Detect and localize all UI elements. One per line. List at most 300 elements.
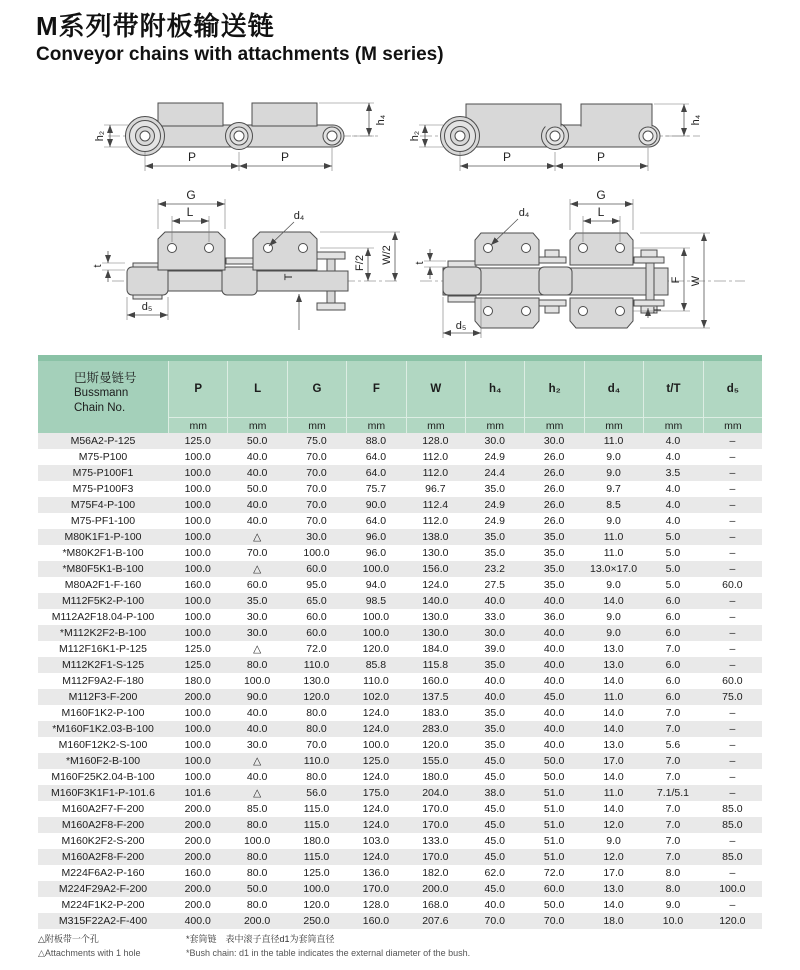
chain-no-cell: M112K2F1-S-125 — [61, 659, 145, 671]
value-cell: 30.0 — [306, 531, 327, 543]
dim-label-t: t — [414, 261, 426, 265]
dim-label-F2: F/2 — [354, 255, 366, 271]
chain-no-cell: M315F22A2-F-400 — [58, 915, 148, 927]
value-cell: 124.0 — [362, 707, 390, 719]
chain-no-cell: M75-PF1-100 — [70, 515, 136, 527]
table-row — [38, 865, 762, 881]
value-cell: 30.0 — [246, 739, 268, 751]
value-cell: 136.0 — [362, 867, 390, 879]
value-cell: 200.0 — [184, 851, 211, 863]
value-cell: – — [729, 835, 736, 847]
value-cell: 182.0 — [422, 867, 449, 879]
value-cell: 9.0 — [665, 899, 681, 911]
value-cell: 283.0 — [422, 723, 449, 735]
table-row — [38, 433, 762, 449]
value-cell: 98.5 — [365, 595, 387, 607]
value-cell: △ — [253, 643, 262, 655]
value-cell: – — [729, 467, 736, 479]
diagram-plan-view-both-sides — [414, 188, 745, 338]
value-cell: 40.0 — [543, 739, 565, 751]
value-cell: 40.0 — [543, 675, 565, 687]
value-cell: 40.0 — [246, 771, 268, 783]
column-header — [643, 361, 702, 433]
chain-no-cell: M224F29A2-F-200 — [58, 883, 148, 895]
value-cell: 200.0 — [184, 819, 211, 831]
column-header — [465, 361, 524, 433]
diagram-side-view-bent-attachments — [409, 104, 702, 171]
value-cell: 33.0 — [484, 611, 505, 623]
value-cell: 5.6 — [665, 739, 681, 751]
value-cell: 65.0 — [306, 595, 327, 607]
value-cell: 100.0 — [303, 883, 330, 895]
table-row — [38, 753, 762, 769]
value-cell: 95.0 — [306, 579, 327, 591]
value-cell: 14.0 — [603, 675, 624, 687]
value-cell: 45.0 — [484, 755, 505, 767]
value-cell: 7.0 — [665, 707, 681, 719]
table-row — [38, 497, 762, 513]
value-cell: 175.0 — [362, 787, 390, 799]
value-cell: – — [729, 611, 736, 623]
chain-no-cell: M75-P100F1 — [72, 467, 134, 479]
value-cell: 45.0 — [484, 803, 505, 815]
value-cell: 24.9 — [484, 499, 505, 511]
dim-label-h4: h₄ — [690, 114, 702, 126]
value-cell: 60.0 — [306, 563, 327, 575]
value-cell: 88.0 — [365, 435, 387, 447]
value-cell: 80.0 — [306, 771, 327, 783]
value-cell: 14.0 — [603, 707, 624, 719]
value-cell: – — [729, 755, 736, 767]
value-cell: 35.0 — [484, 659, 505, 671]
column-unit: mm — [704, 417, 762, 433]
value-cell: 70.0 — [484, 915, 505, 927]
value-cell: – — [729, 547, 736, 559]
value-cell: 40.0 — [484, 675, 505, 687]
value-cell: 35.0 — [543, 531, 565, 543]
dim-label-T: T — [283, 273, 295, 281]
chain-no-cell: M80K1F1-P-100 — [64, 531, 142, 543]
table-row — [38, 481, 762, 497]
value-cell: 160.0 — [362, 915, 390, 927]
column-unit: mm — [169, 417, 227, 433]
value-cell: 6.0 — [665, 659, 681, 671]
value-cell: – — [729, 899, 736, 911]
value-cell: 170.0 — [422, 803, 449, 815]
value-cell: 184.0 — [422, 643, 449, 655]
table-row — [38, 449, 762, 465]
value-cell: △ — [253, 787, 262, 799]
value-cell: 7.1/5.1 — [656, 787, 690, 799]
dim-label-d5: d₅ — [455, 320, 467, 332]
value-cell: 125.0 — [184, 435, 211, 447]
value-cell: 125.0 — [184, 643, 211, 655]
table-row — [38, 833, 762, 849]
value-cell: 45.0 — [484, 883, 505, 895]
page-title-english: Conveyor chains with attachments (M series) — [36, 44, 444, 65]
value-cell: 70.0 — [306, 451, 327, 463]
value-cell: – — [729, 723, 736, 735]
value-cell: 250.0 — [303, 915, 330, 927]
value-cell: 51.0 — [543, 835, 565, 847]
column-header-label: h₄ — [488, 383, 502, 395]
value-cell: 112.0 — [422, 515, 449, 527]
table-row — [38, 769, 762, 785]
chain-no-cell: M112F5K2-P-100 — [61, 595, 145, 607]
value-cell: 35.0 — [484, 739, 505, 751]
value-cell: 40.0 — [484, 691, 505, 703]
chain-no-header-english-1: Bussmann — [74, 387, 129, 400]
value-cell: 26.0 — [543, 483, 565, 495]
column-header — [406, 361, 465, 433]
chain-no-cell: M160F1K2-P-100 — [61, 707, 145, 719]
footnote-bush-chain — [186, 933, 470, 960]
value-cell: 120.0 — [422, 739, 449, 751]
value-cell: 170.0 — [422, 819, 449, 831]
value-cell: 120.0 — [362, 643, 390, 655]
value-cell: 120.0 — [303, 899, 330, 911]
value-cell: 50.0 — [246, 883, 268, 895]
value-cell: 200.0 — [184, 883, 211, 895]
value-cell: 137.5 — [422, 691, 449, 703]
value-cell: 100.0 — [184, 483, 211, 495]
value-cell: – — [729, 515, 736, 527]
chain-no-cell: M160A2F8-F-200 — [61, 819, 145, 831]
value-cell: 94.0 — [365, 579, 387, 591]
chain-diagrams — [0, 70, 800, 360]
column-unit: mm — [288, 417, 346, 433]
value-cell: 100.0 — [243, 835, 271, 847]
value-cell: 12.0 — [603, 851, 624, 863]
value-cell: 9.0 — [606, 451, 621, 463]
value-cell: 40.0 — [543, 643, 565, 655]
value-cell: 70.0 — [306, 467, 327, 479]
column-header — [346, 361, 405, 433]
value-cell: 72.0 — [306, 643, 327, 655]
value-cell: 6.0 — [665, 595, 681, 607]
value-cell: 133.0 — [422, 835, 449, 847]
dim-label-h2: h₂ — [409, 130, 421, 142]
dim-label-W2: W/2 — [381, 245, 393, 265]
value-cell: – — [729, 531, 736, 543]
value-cell: 11.0 — [603, 435, 624, 447]
value-cell: 60.0 — [722, 579, 743, 591]
column-header-label: t/T — [666, 383, 681, 395]
value-cell: 9.0 — [606, 627, 621, 639]
value-cell: 100.0 — [362, 739, 390, 751]
value-cell: 85.0 — [722, 803, 743, 815]
dim-label-F: F — [670, 276, 682, 284]
table-row — [38, 913, 762, 929]
table-row — [38, 465, 762, 481]
value-cell: 160.0 — [184, 867, 211, 879]
diagram-side-view-slab-attachments — [94, 103, 387, 171]
value-cell: – — [729, 787, 736, 799]
column-unit: mm — [466, 417, 524, 433]
value-cell: 17.0 — [603, 867, 624, 879]
column-header-label: F — [372, 383, 380, 395]
chain-no-header — [38, 361, 168, 433]
dim-label-G: G — [596, 188, 606, 202]
value-cell: 45.0 — [484, 851, 505, 863]
column-header-label: L — [254, 383, 262, 395]
value-cell: 64.0 — [365, 515, 387, 527]
value-cell: 12.0 — [603, 819, 624, 831]
value-cell: 110.0 — [363, 675, 389, 687]
table-row — [38, 529, 762, 545]
value-cell: 7.0 — [665, 755, 681, 767]
value-cell: 40.0 — [543, 595, 565, 607]
value-cell: 11.0 — [603, 691, 624, 703]
value-cell: 64.0 — [365, 467, 387, 479]
value-cell: 40.0 — [484, 595, 505, 607]
value-cell: 75.7 — [365, 483, 387, 495]
value-cell: 124.0 — [362, 723, 390, 735]
value-cell: 45.0 — [484, 835, 505, 847]
value-cell: 35.0 — [484, 547, 505, 559]
value-cell: 100.0 — [184, 563, 211, 575]
table-row — [38, 817, 762, 833]
chain-no-cell: M112F3-F-200 — [68, 691, 138, 703]
dim-label-W: W — [690, 275, 702, 287]
value-cell: 40.0 — [543, 707, 565, 719]
chain-no-cell: M80A2F1-F-160 — [64, 579, 142, 591]
table-header — [38, 361, 762, 433]
value-cell: 35.0 — [484, 483, 505, 495]
value-cell: – — [729, 643, 736, 655]
value-cell: 35.0 — [484, 723, 505, 735]
dim-label-d4: d₄ — [293, 210, 305, 222]
column-header — [703, 361, 762, 433]
value-cell: – — [729, 435, 736, 447]
value-cell: 11.0 — [603, 547, 624, 559]
value-cell: 155.0 — [422, 755, 449, 767]
chain-no-cell: *M112K2F2-B-100 — [59, 627, 147, 639]
value-cell: 124.0 — [422, 579, 449, 591]
value-cell: 7.0 — [665, 771, 681, 783]
value-cell: 85.0 — [246, 803, 268, 815]
value-cell: 8.0 — [665, 867, 681, 879]
page-title — [36, 6, 444, 66]
value-cell: 100.0 — [184, 755, 211, 767]
table-row — [38, 641, 762, 657]
value-cell: 13.0 — [603, 739, 624, 751]
chain-no-cell: M75F4-P-100 — [70, 499, 136, 511]
chain-no-cell: M160A2F7-F-200 — [61, 803, 145, 815]
value-cell: 100.0 — [184, 723, 211, 735]
column-header — [584, 361, 643, 433]
chain-no-cell: *M160F1K2.03-B-100 — [52, 723, 154, 735]
value-cell: 102.0 — [362, 691, 390, 703]
chain-no-cell: M160F3K1F1-P-101.6 — [51, 787, 155, 799]
value-cell: 120.0 — [719, 915, 746, 927]
value-cell: 40.0 — [543, 659, 565, 671]
value-cell: 4.0 — [665, 435, 681, 447]
value-cell: – — [729, 659, 736, 671]
value-cell: 124.0 — [362, 851, 390, 863]
column-header-label: h₂ — [548, 383, 561, 395]
value-cell: 8.5 — [606, 499, 621, 511]
value-cell: 130.0 — [422, 547, 449, 559]
column-unit: mm — [407, 417, 465, 433]
dim-label-L: L — [186, 205, 194, 219]
value-cell: 9.0 — [606, 579, 621, 591]
value-cell: 45.0 — [484, 771, 505, 783]
value-cell: 180.0 — [422, 771, 449, 783]
value-cell: 30.0 — [484, 435, 505, 447]
value-cell: 90.0 — [365, 499, 387, 511]
value-cell: 4.0 — [665, 515, 681, 527]
value-cell: 100.0 — [303, 547, 330, 559]
value-cell: 138.0 — [422, 531, 449, 543]
value-cell: 200.0 — [184, 691, 211, 703]
table-row — [38, 897, 762, 913]
value-cell: 45.0 — [543, 691, 565, 703]
value-cell: 11.0 — [603, 531, 624, 543]
chain-no-cell: M160F12K2-S-100 — [58, 739, 148, 751]
value-cell: – — [729, 739, 736, 751]
value-cell: 62.0 — [484, 867, 505, 879]
value-cell: 40.0 — [246, 451, 268, 463]
column-header-label: P — [194, 383, 203, 395]
value-cell: 40.0 — [543, 627, 565, 639]
value-cell: 64.0 — [365, 451, 387, 463]
column-unit: mm — [347, 417, 405, 433]
table-row — [38, 849, 762, 865]
value-cell: 9.0 — [606, 515, 621, 527]
table-row — [38, 513, 762, 529]
value-cell: 27.5 — [484, 579, 505, 591]
value-cell: 100.0 — [184, 515, 211, 527]
value-cell: 13.0×17.0 — [590, 563, 638, 575]
table-row — [38, 577, 762, 593]
value-cell: 5.0 — [665, 531, 681, 543]
value-cell: 60.0 — [306, 611, 327, 623]
column-header-label: W — [430, 383, 442, 395]
value-cell: 124.0 — [362, 803, 390, 815]
diagram-plan-view-one-side — [92, 188, 400, 330]
column-header-label: d₅ — [726, 383, 740, 395]
value-cell: – — [729, 707, 736, 719]
value-cell: 9.7 — [606, 483, 621, 495]
chain-no-cell: *M160F2-B-100 — [65, 755, 141, 767]
value-cell: – — [729, 483, 736, 495]
value-cell: 14.0 — [603, 595, 624, 607]
value-cell: 130.0 — [422, 611, 449, 623]
value-cell: 80.0 — [246, 851, 268, 863]
chain-no-cell: M160K2F2-S-200 — [61, 835, 145, 847]
value-cell: 200.0 — [422, 883, 449, 895]
value-cell: 96.0 — [365, 531, 387, 543]
value-cell: 30.0 — [246, 611, 268, 623]
value-cell: 13.0 — [603, 883, 624, 895]
value-cell: 180.0 — [303, 835, 330, 847]
value-cell: 124.0 — [362, 771, 390, 783]
header-columns — [168, 361, 762, 433]
value-cell: 30.0 — [246, 627, 268, 639]
value-cell: 56.0 — [306, 787, 327, 799]
chain-no-cell: M112F16K1-P-125 — [59, 643, 147, 655]
value-cell: 11.0 — [603, 787, 624, 799]
value-cell: 40.0 — [246, 499, 268, 511]
value-cell: 14.0 — [603, 803, 624, 815]
value-cell: 35.0 — [543, 547, 565, 559]
value-cell: 6.0 — [665, 691, 681, 703]
column-unit: mm — [228, 417, 286, 433]
value-cell: 40.0 — [543, 723, 565, 735]
value-cell: 4.0 — [665, 483, 681, 495]
dim-label-T: T — [652, 306, 664, 314]
footnote-attachments-chinese: △附板带一个孔 — [38, 934, 99, 944]
value-cell: 85.0 — [722, 819, 743, 831]
value-cell: 70.0 — [246, 547, 268, 559]
value-cell: 51.0 — [543, 787, 565, 799]
value-cell: 35.0 — [484, 531, 505, 543]
value-cell: 51.0 — [543, 803, 565, 815]
chain-no-cell: *M80K2F1-B-100 — [62, 547, 144, 559]
chain-no-header-english-2: Chain No. — [74, 402, 126, 415]
value-cell: 200.0 — [184, 899, 211, 911]
value-cell: 100.0 — [719, 883, 746, 895]
value-cell: 35.0 — [543, 563, 565, 575]
value-cell: 200.0 — [184, 803, 211, 815]
chain-no-cell: M56A2-P-125 — [70, 435, 136, 447]
value-cell: 101.6 — [184, 787, 211, 799]
value-cell: 75.0 — [306, 435, 327, 447]
dim-label-pitch: P — [280, 150, 290, 164]
value-cell: 80.0 — [246, 819, 268, 831]
table-row — [38, 625, 762, 641]
value-cell: 100.0 — [362, 563, 390, 575]
value-cell: 51.0 — [543, 819, 565, 831]
value-cell: 100.0 — [184, 707, 211, 719]
value-cell: 80.0 — [246, 867, 268, 879]
table-row — [38, 593, 762, 609]
value-cell: 85.0 — [722, 851, 743, 863]
footnote-attachments-english: △Attachments with 1 hole — [38, 947, 141, 958]
chain-no-cell: M75-P100 — [78, 451, 128, 463]
value-cell: 183.0 — [422, 707, 449, 719]
value-cell: 38.0 — [484, 787, 505, 799]
value-cell: 26.0 — [543, 515, 565, 527]
value-cell: 7.0 — [665, 803, 681, 815]
value-cell: 112.0 — [422, 451, 449, 463]
value-cell: 70.0 — [306, 483, 327, 495]
value-cell: 115.8 — [422, 659, 449, 671]
value-cell: 14.0 — [603, 899, 624, 911]
value-cell: 30.0 — [543, 435, 565, 447]
dim-label-pitch: P — [187, 150, 197, 164]
value-cell: 160.0 — [422, 675, 449, 687]
value-cell: 400.0 — [184, 915, 211, 927]
value-cell: 160.0 — [184, 579, 211, 591]
value-cell: 168.0 — [422, 899, 449, 911]
value-cell: 110.0 — [303, 755, 330, 767]
chain-no-cell: M224F1K2-P-200 — [61, 899, 145, 911]
value-cell: 7.0 — [665, 835, 681, 847]
value-cell: 14.0 — [603, 771, 624, 783]
value-cell: 75.0 — [722, 691, 743, 703]
value-cell: 204.0 — [422, 787, 449, 799]
value-cell: 7.0 — [665, 643, 681, 655]
value-cell: 70.0 — [306, 515, 327, 527]
value-cell: 6.0 — [665, 627, 681, 639]
value-cell: 4.0 — [665, 499, 681, 511]
table-row — [38, 609, 762, 625]
table-row — [38, 737, 762, 753]
table-row — [38, 721, 762, 737]
value-cell: 7.0 — [665, 851, 681, 863]
